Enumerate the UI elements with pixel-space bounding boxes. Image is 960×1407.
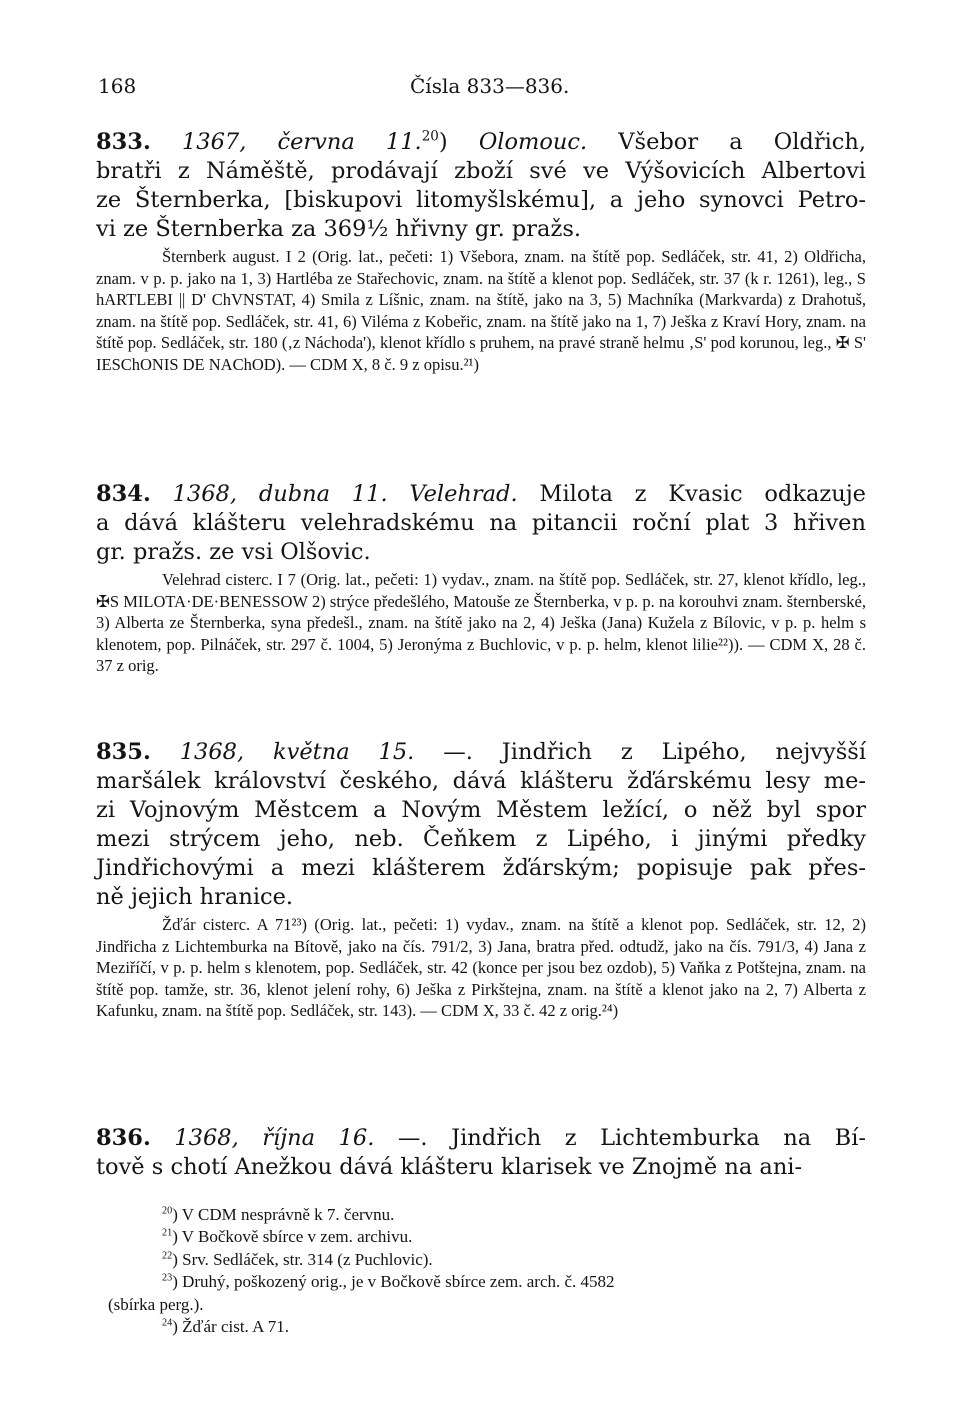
entry-notes: Velehrad cisterc. I 7 (Orig. lat., pečeti: 1) vydav., znam. na štítě pop. Sedláček, str. 27, klenot křídlo, leg., ✠S MILOTA·DE·BENESSOW 2) strýce předešlého, Matouše ze Šternberka, v p. p. na korouhvi znam. šternberské, 3) Alberta ze Šternberka, syna předešl., znam. na štítě jako na 2, 4) Ješka (Jana) Kužela z Bílovic, v p. p. helm s klenotem, pop. Pilnáček, str. 297 č. 1004, 5) Jeronýma z Buchlovic, v p. p. helm, klenot lilie²²)). — CDM X, 28 č. 37 z orig. [96, 570, 866, 676]
entry-835 [96, 738, 866, 1022]
footnote-text: Druhý, poškozený orig., je v Bočkově sbírce zem. arch. č. 4582 [182, 1272, 615, 1292]
entry-place: —. [397, 1125, 428, 1151]
regest-line: mezi strýcem jeho, neb. Čeňkem z Lipého, i jinými předky [96, 826, 866, 852]
footnote-text: V CDM nesprávně k 7. červnu. [181, 1205, 395, 1224]
regest-line: zi Vojnovým Městcem a Novým Městem ležící, o něž byl spor [96, 797, 866, 823]
footnote-mark: 22 [162, 1250, 173, 1262]
footnote-mark: 24 [162, 1317, 173, 1329]
entry-number: 833. [96, 129, 151, 155]
footnote: $^{22}$) Srv. Sedláček, str. 314 (z Puchlovic). [162, 1249, 433, 1269]
entry-date: 1367, června 11. [181, 129, 422, 155]
entry-833: 833. 1367, června 11.20) Olomouc. Všebor a Oldřich, bratři z Náměště, prodávají zboží své ve Výšovicích Albertovi ze Šternberka, [biskupovi litomyšlskému], a jeho synovci Petro- vi ze Šternberka za 369½ hřivny gr. pražs. Šternberk august. I 2 (Orig. lat., pečeti: 1) Všebora, znam. na štítě pop. Sedláček, str. 41, 2) Oldřicha, znam. v p. p. jako na 1, 3) Hartléba ze Stařechovic, znam. na štítě a klenot pop. Sedláček, str. 37 (k r. 1261), leg., S hARTLEBI || D' ChVNSTAT, 4) Smila z Líšnic, znam. na štítě, jako na 3, 5) Machníka (Markvarda) z Drahotuš, znam. na štítě pop. Sedláček, str. 41, 6) Viléma z Kobeřic, znam. na štítě jako na 1, 7) Ješka z Kraví Hory, znam. na štítě pop. Sedláček, str. 180 (‚z Náchoda'), klenot křídlo s pruhem, na pravé straně helmu ‚S' pod korunou, leg., ✠ S' IESChONIS DE NAChOD). — CDM X, 8 č. 9 z opisu.²¹) [96, 128, 867, 374]
footnote-mark: 23 [162, 1272, 173, 1284]
regest-line: tově s chotí Anežkou dává klášteru klarisek ve Znojmě na ani- [96, 1154, 803, 1180]
entry-place: —. [443, 739, 473, 765]
regest-line: ně jejich hranice. [96, 884, 294, 910]
regest-line: ze Šternberka, [biskupovi litomyšlskému], a jeho synovci Petro- [96, 187, 866, 213]
entry-date: 1368, dubna 11. [172, 481, 388, 507]
entry-place: Velehrad. [409, 481, 518, 507]
entry-number: 834. [96, 481, 151, 507]
footnote-mark: 20 [162, 1205, 173, 1217]
entry-date: 1368, května 15. [179, 739, 415, 765]
entry-836 [96, 1124, 866, 1182]
footnote: $^{24}$) Žďár cist. A 71. [162, 1317, 289, 1337]
footnote-text: Srv. Sedláček, str. 314 (z Puchlovic). [182, 1249, 433, 1269]
regest-line: bratři z Náměště, prodávají zboží své ve Výšovicích Albertovi [96, 158, 866, 184]
footnote: $^{23}$) Druhý, poškozený orig., je v Bočkově sbírce zem. arch. č. 4582 [162, 1272, 615, 1292]
regest-line: Všebor a Oldřich, [618, 129, 867, 155]
footnote-text: Žďár cist. A 71. [182, 1317, 289, 1337]
entry-number: 836. [96, 1125, 151, 1151]
regest-line: a dává klášteru velehradskému na pitancii roční plat 3 hřiven [96, 510, 866, 536]
footnotes [96, 1204, 876, 1338]
regest-line: vi ze Šternberka za 369½ hřivny gr. pražs. [96, 216, 582, 242]
footnote-text: V Bočkově sbírce v zem. archivu. [181, 1227, 413, 1247]
entry-date: 1368, října 16. [174, 1125, 375, 1151]
page-number: 168 [98, 74, 137, 98]
entry-place: Olomouc. [478, 129, 588, 155]
entry-834 [96, 480, 866, 677]
regest-line: Jindřich z Lipého, nejvyšší [501, 739, 867, 765]
footnote-mark: 21 [162, 1227, 173, 1239]
footnote: $^{20}$) V CDM nesprávně k 7. červnu. [162, 1205, 395, 1224]
entry-notes: Žďár cisterc. A 71²³) (Orig. lat., pečeti: 1) vydav., znam. na štítě a klenot pop. Sedláček, str. 12, 2) Jindřicha z Lichtemburka na Bítově, jako na čís. 791/2, 3) Jana, bratra před. odtudž, jako na čís. 791/3, 4) Jana z Meziříčí, v p. p. helm s klenotem, pop. Sedláček, str. 42 (konce per jsou bez ozdob), 5) Vaňka z Potštejna, znam. na štítě pop. tamže, str. 36, klenot jelení rohy, 6) Ješka z Pirkštejna, znam. na štítě a klenot jako na 2, 7) Alberta z Kafunku, znam. na štítě pop. Sedláček, str. 143). — CDM X, 33 č. 42 z orig.²⁴) [96, 915, 866, 1021]
regest-line: Milota z Kvasic odkazuje [539, 481, 866, 507]
entry-number: 835. [96, 739, 151, 765]
footnote: $^{21}$) V Bočkově sbírce v zem. archivu. [162, 1227, 413, 1247]
footnote-ref: 20 [421, 128, 439, 145]
footnote-continuation: (sbírka perg.). [108, 1294, 204, 1314]
entry-notes: Šternberk august. I 2 (Orig. lat., pečeti: 1) Všebora, znam. na štítě pop. Sedláček, str. 41, 2) Oldřicha, znam. v p. p. jako na 1, 3) Hartléba ze Stařechovic, znam. na štítě a klenot pop. Sedláček, str. 37 (k r. 1261), leg., S hARTLEBI || D' ChVNSTAT, 4) Smila z Líšnic, znam. na štítě, jako na 3, 5) Machníka (Markvarda) z Drahotuš, znam. na štítě pop. Sedláček, str. 41, 6) Viléma z Kobeřic, znam. na štítě jako na 1, 7) Ješka z Kraví Hory, znam. na štítě pop. Sedláček, str. 180 (‚z Náchoda'), klenot křídlo s pruhem, na pravé straně helmu ‚S' pod korunou, leg., ✠ S' IESChONIS DE NAChOD). — CDM X, 8 č. 9 z opisu.²¹) [96, 247, 866, 374]
regest-line: Jindřichovými a mezi klášterem žďárským; popisuje pak přes- [96, 855, 866, 881]
regest-line: maršálek království českého, dává klášteru žďárskému lesy me- [96, 768, 866, 794]
regest-line: Jindřich z Lichtemburka na Bí- [451, 1125, 866, 1151]
regest-line: gr. pražs. ze vsi Olšovic. [96, 539, 371, 565]
running-title: Čísla 833—836. [410, 74, 570, 98]
